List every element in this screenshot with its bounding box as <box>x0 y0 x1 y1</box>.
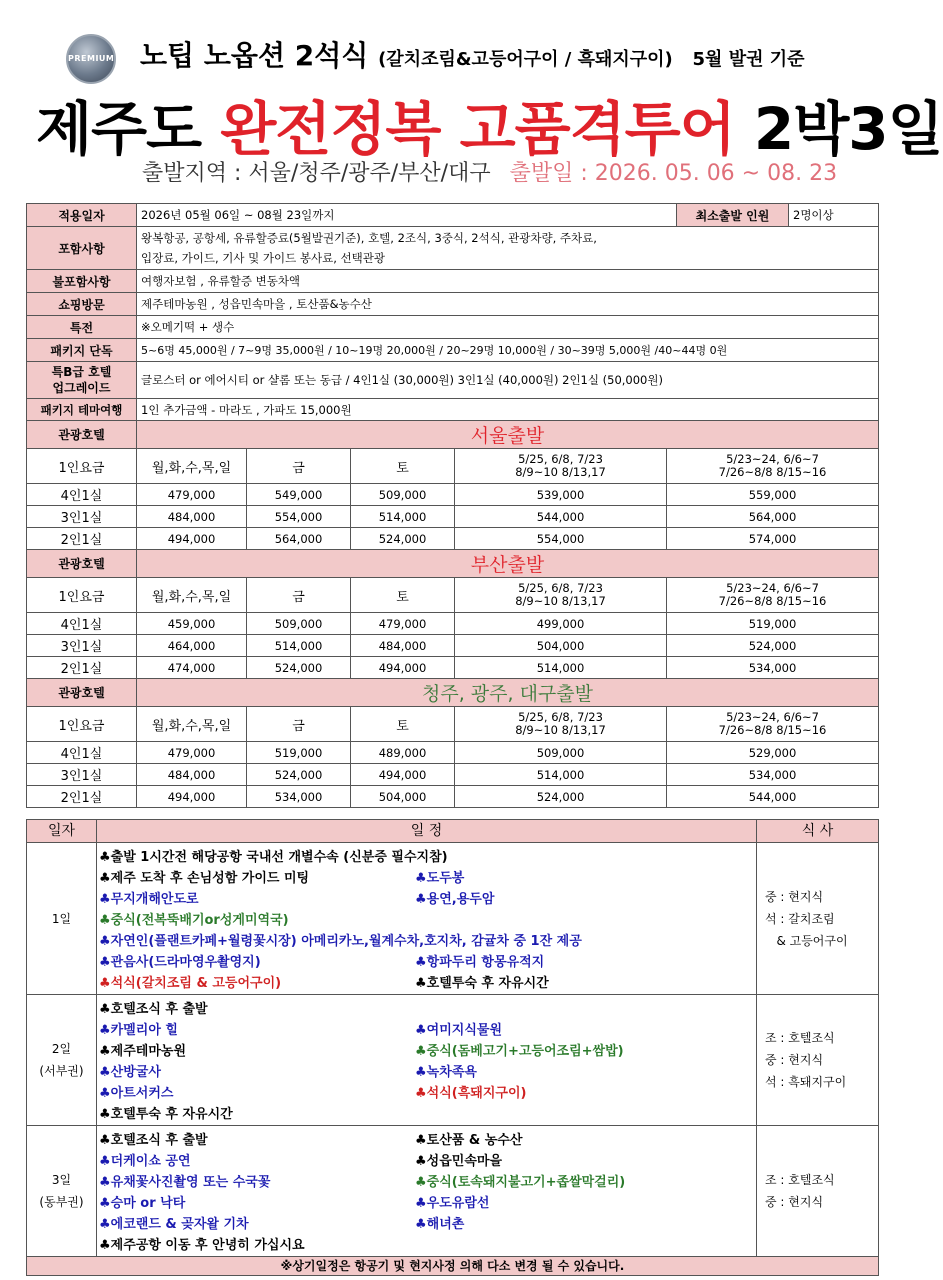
hotel-label: 관광호텔 <box>27 679 137 707</box>
day-cell <box>27 1126 97 1257</box>
price-cell: 534,000 <box>667 657 879 679</box>
itinerary-cell <box>97 995 757 1126</box>
price-row <box>27 484 879 506</box>
perk-label: 특전 <box>27 316 137 339</box>
itinerary-item: ♣승마 or 낙타 <box>99 1196 186 1211</box>
upg-label-line1: 특B급 호텔 <box>51 365 112 379</box>
meal-line: 석 : 갈치조림 <box>765 911 835 926</box>
itinerary-line <box>99 1191 754 1212</box>
itinerary-line <box>99 1233 754 1254</box>
itinerary-item: ♣토산품 & 농수산 <box>415 1133 523 1148</box>
perk-value: ※오메기떡 + 생수 <box>137 316 879 339</box>
shop-value: 제주테마농원 , 성읍민속마을 , 토산품&농수산 <box>137 293 879 316</box>
price-cell: 489,000 <box>351 742 455 764</box>
day-number: 1일 <box>51 911 72 926</box>
price-cell: 509,000 <box>351 484 455 506</box>
col-dates-b <box>667 707 879 742</box>
itinerary-line <box>99 1170 754 1191</box>
apply-value: 2026년 05월 06일 ~ 08월 23일까지 <box>137 204 677 227</box>
subtitle-base: 5월 발권 기준 <box>692 49 805 70</box>
price-cell: 554,000 <box>247 506 351 528</box>
itinerary-item: ♣녹차족욕 <box>415 1065 477 1080</box>
incl-label: 포함사항 <box>27 227 137 270</box>
price-cell: 574,000 <box>667 528 879 550</box>
price-cell: 494,000 <box>137 786 247 808</box>
price-row <box>27 657 879 679</box>
info-table <box>26 203 879 422</box>
title-part-b: 완전정복 고품격투어 <box>220 95 735 163</box>
itinerary-item: ♣출발 1시간전 해당공항 국내선 개별수속 (신분증 필수지참) <box>99 850 448 865</box>
price-cell: 484,000 <box>137 506 247 528</box>
excl-value: 여행자보험 , 유류할증 변동차액 <box>137 270 879 293</box>
meal-cell <box>757 1126 879 1257</box>
itinerary-line <box>99 950 754 971</box>
col-weekday: 월,화,수,목,일 <box>137 578 247 613</box>
subtitle-meals: (갈치조림&고등어구이 / 흑돼지구이) <box>378 49 673 70</box>
itinerary-item: ♣중식(전복뚝배기or성게미역국) <box>99 913 289 928</box>
col-friday: 금 <box>247 578 351 613</box>
subtitle-line <box>140 34 805 74</box>
itinerary-item: ♣호텔투숙 후 자유시간 <box>99 1107 233 1122</box>
price-cell: 544,000 <box>455 506 667 528</box>
price-cell: 524,000 <box>247 657 351 679</box>
price-cell: 474,000 <box>137 657 247 679</box>
price-row <box>27 786 879 808</box>
price-cell: 524,000 <box>667 635 879 657</box>
title-part-c: 2박3일 <box>734 95 943 163</box>
price-cell: 509,000 <box>247 613 351 635</box>
col-saturday: 토 <box>351 578 455 613</box>
price-table <box>26 420 879 808</box>
itinerary-item: ♣중식(돔베고기+고등어조림+쌈밥) <box>415 1044 624 1059</box>
per-person-label: 1인요금 <box>27 449 137 484</box>
room-type: 3인1실 <box>27 635 137 657</box>
theme-value: 1인 추가금액 - 마라도 , 가파도 15,000원 <box>137 399 879 422</box>
price-cell: 524,000 <box>455 786 667 808</box>
hotel-label: 관광호텔 <box>27 550 137 578</box>
pkg-value: 5~6명 45,000원 / 7~9명 35,000원 / 10~19명 20,000원 / 20~29명 10,000원 / 30~39명 5,000원 /40~44명 0원 <box>137 339 879 362</box>
subtitle-main: 노팁 노옵션 2석식 <box>140 39 369 72</box>
col-dates-a-line1: 5/25, 6/8, 7/23 <box>518 581 603 595</box>
per-person-label: 1인요금 <box>27 707 137 742</box>
itinerary-item: ♣중식(토속돼지불고기+좁쌀막걸리) <box>415 1175 626 1190</box>
itinerary-item: ♣산방굴사 <box>99 1065 161 1080</box>
col-dates-a-line2: 8/9~10 8/13,17 <box>515 594 606 608</box>
incl-line1: 왕복항공, 공항세, 유류할증료(5월발권기준), 호텔, 2조식, 3중식, 2석식, 관광차량, 주차료, <box>141 231 597 245</box>
departure-section-title: 청주, 광주, 대구출발 <box>137 679 879 707</box>
itinerary-item: ♣석식(흑돼지구이) <box>415 1086 527 1101</box>
title-part-a: 제주도 <box>36 95 221 163</box>
price-cell: 494,000 <box>137 528 247 550</box>
departure-section-title: 서울출발 <box>137 421 879 449</box>
min-label: 최소출발 인원 <box>677 204 789 227</box>
price-cell: 459,000 <box>137 613 247 635</box>
day-area: (서부권) <box>39 1064 84 1078</box>
col-saturday: 토 <box>351 707 455 742</box>
price-row <box>27 742 879 764</box>
price-column-header <box>27 578 879 613</box>
price-cell: 514,000 <box>351 506 455 528</box>
apply-label: 적용일자 <box>27 204 137 227</box>
schedule-table <box>26 819 879 1276</box>
excl-label: 불포함사항 <box>27 270 137 293</box>
upg-label <box>27 362 137 399</box>
itinerary-item: ♣아트서커스 <box>99 1086 174 1101</box>
price-cell: 564,000 <box>247 528 351 550</box>
price-cell: 514,000 <box>455 764 667 786</box>
price-column-header <box>27 449 879 484</box>
departure-period: 출발일 : 2026. 05. 06 ~ 08. 23 <box>509 161 838 186</box>
col-dates-b-line1: 5/23~24, 6/6~7 <box>726 710 819 724</box>
itinerary-line <box>99 866 754 887</box>
departure-line <box>142 156 837 187</box>
price-row <box>27 528 879 550</box>
col-friday: 금 <box>247 449 351 484</box>
price-cell: 559,000 <box>667 484 879 506</box>
col-dates-a <box>455 578 667 613</box>
schedule-day-row <box>27 1126 879 1257</box>
incl-value <box>137 227 879 270</box>
price-cell: 519,000 <box>247 742 351 764</box>
meal-cell <box>757 843 879 995</box>
meal-line: 조 : 호텔조식 <box>765 1173 835 1187</box>
upg-value: 글로스터 or 에어시티 or 샬롬 또는 동급 / 4인1실 (30,000원) 3인1실 (40,000원) 2인1실 (50,000원) <box>137 362 879 399</box>
price-cell: 479,000 <box>137 484 247 506</box>
col-dates-b-line1: 5/23~24, 6/6~7 <box>726 452 819 466</box>
itinerary-item: ♣제주 도착 후 손님성함 가이드 미팅 <box>99 871 310 886</box>
day-cell <box>27 995 97 1126</box>
itinerary-item: ♣카멜리아 힐 <box>99 1023 178 1038</box>
itinerary-cell <box>97 1126 757 1257</box>
col-dates-a-line1: 5/25, 6/8, 7/23 <box>518 710 603 724</box>
price-cell: 484,000 <box>137 764 247 786</box>
col-dates-a-line2: 8/9~10 8/13,17 <box>515 723 606 737</box>
price-cell: 544,000 <box>667 786 879 808</box>
per-person-label: 1인요금 <box>27 578 137 613</box>
itinerary-item: ♣석식(갈치조림 & 고등어구이) <box>99 976 282 991</box>
price-cell: 479,000 <box>351 613 455 635</box>
meal-line: 석 : 흑돼지구이 <box>765 1075 847 1089</box>
shop-label: 쇼핑방문 <box>27 293 137 316</box>
col-dates-a <box>455 707 667 742</box>
itinerary-line <box>99 997 754 1018</box>
day-number: 2일 <box>51 1042 72 1056</box>
meal-line: 중 : 현지식 <box>765 1195 824 1209</box>
price-cell: 494,000 <box>351 657 455 679</box>
price-cell: 529,000 <box>667 742 879 764</box>
itinerary-item: ♣성읍민속마을 <box>415 1154 503 1169</box>
meal-line: & 고등어구이 <box>765 933 848 948</box>
price-cell: 484,000 <box>351 635 455 657</box>
itinerary-item: ♣관음사(드라마영우촬영지) <box>99 955 261 970</box>
price-cell: 524,000 <box>247 764 351 786</box>
price-cell: 504,000 <box>351 786 455 808</box>
price-section-header <box>27 679 879 707</box>
room-type: 4인1실 <box>27 742 137 764</box>
itinerary-item: ♣자연인(플랜트카페+월령꽃시장) 아메리카노,월계수차,호지차, 감귤차 중 1잔 제공 <box>99 934 582 949</box>
itinerary-item: ♣제주테마농원 <box>99 1044 187 1059</box>
col-dates-b-line2: 7/26~8/8 8/15~16 <box>718 723 827 737</box>
col-dates-b <box>667 578 879 613</box>
room-type: 2인1실 <box>27 657 137 679</box>
col-dates-a-line2: 8/9~10 8/13,17 <box>515 465 606 479</box>
itinerary-line <box>99 1039 754 1060</box>
price-cell: 534,000 <box>667 764 879 786</box>
day-number: 3일 <box>51 1173 72 1187</box>
itinerary-item: ♣더케이쇼 공연 <box>99 1154 191 1169</box>
col-dates-b-line2: 7/26~8/8 8/15~16 <box>718 465 827 479</box>
price-cell: 534,000 <box>247 786 351 808</box>
itinerary-item: ♣용연,용두암 <box>415 892 495 907</box>
departure-section-title: 부산출발 <box>137 550 879 578</box>
itinerary-line <box>99 1018 754 1039</box>
hotel-label: 관광호텔 <box>27 421 137 449</box>
meal-line: 중 : 현지식 <box>765 1053 824 1067</box>
price-row <box>27 635 879 657</box>
itinerary-line <box>99 845 754 866</box>
departure-cities: 출발지역 : 서울/청주/광주/부산/대구 <box>142 161 491 186</box>
itinerary-line <box>99 1060 754 1081</box>
itinerary-line <box>99 887 754 908</box>
itinerary-line <box>99 1212 754 1233</box>
itinerary-line <box>99 1128 754 1149</box>
price-cell: 504,000 <box>455 635 667 657</box>
price-cell: 479,000 <box>137 742 247 764</box>
room-type: 4인1실 <box>27 484 137 506</box>
itinerary-item: ♣제주공항 이동 후 안녕히 가십시요 <box>99 1238 305 1253</box>
price-cell: 539,000 <box>455 484 667 506</box>
day-area: (동부권) <box>39 1195 84 1209</box>
itinerary-line <box>99 1102 754 1123</box>
meal-cell <box>757 995 879 1126</box>
min-value: 2명이상 <box>789 204 879 227</box>
price-section-header <box>27 421 879 449</box>
schedule-header-meal: 식 사 <box>757 820 879 843</box>
price-row <box>27 613 879 635</box>
col-dates-b-line1: 5/23~24, 6/6~7 <box>726 581 819 595</box>
meal-line: 중 : 현지식 <box>765 889 824 904</box>
schedule-header-day: 일자 <box>27 820 97 843</box>
itinerary-item: ♣유채꽃사진촬영 또는 수국꽃 <box>99 1175 271 1190</box>
schedule-day-row <box>27 995 879 1126</box>
itinerary-cell <box>97 843 757 995</box>
itinerary-line <box>99 971 754 992</box>
itinerary-item: ♣우도유람선 <box>415 1196 490 1211</box>
room-type: 2인1실 <box>27 528 137 550</box>
col-dates-a-line1: 5/25, 6/8, 7/23 <box>518 452 603 466</box>
col-weekday: 월,화,수,목,일 <box>137 707 247 742</box>
itinerary-item: ♣항파두리 항몽유적지 <box>415 955 545 970</box>
col-dates-a <box>455 449 667 484</box>
itinerary-line <box>99 1149 754 1170</box>
price-cell: 509,000 <box>455 742 667 764</box>
header <box>0 0 943 198</box>
price-cell: 564,000 <box>667 506 879 528</box>
schedule-day-row <box>27 843 879 995</box>
col-saturday: 토 <box>351 449 455 484</box>
price-cell: 549,000 <box>247 484 351 506</box>
itinerary-item: ♣호텔조식 후 출발 <box>99 1133 208 1148</box>
price-row <box>27 764 879 786</box>
premium-badge-icon: PREMIUM <box>66 34 116 84</box>
itinerary-item: ♣여미지식물원 <box>415 1023 503 1038</box>
schedule-header-itinerary: 일 정 <box>97 820 757 843</box>
itinerary-line <box>99 929 754 950</box>
itinerary-line <box>99 908 754 929</box>
itinerary-item: ♣호텔투숙 후 자유시간 <box>415 976 549 991</box>
theme-label: 패키지 테마여행 <box>27 399 137 422</box>
col-weekday: 월,화,수,목,일 <box>137 449 247 484</box>
price-section-header <box>27 550 879 578</box>
col-dates-b <box>667 449 879 484</box>
day-cell <box>27 843 97 995</box>
meal-line: 조 : 호텔조식 <box>765 1031 835 1045</box>
page-title <box>36 82 943 166</box>
price-cell: 464,000 <box>137 635 247 657</box>
price-cell: 494,000 <box>351 764 455 786</box>
price-cell: 554,000 <box>455 528 667 550</box>
room-type: 2인1실 <box>27 786 137 808</box>
room-type: 4인1실 <box>27 613 137 635</box>
price-cell: 514,000 <box>455 657 667 679</box>
upg-label-line2: 업그레이드 <box>52 381 111 395</box>
itinerary-item: ♣해녀촌 <box>415 1217 465 1232</box>
price-cell: 524,000 <box>351 528 455 550</box>
price-cell: 514,000 <box>247 635 351 657</box>
price-cell: 499,000 <box>455 613 667 635</box>
itinerary-item: ♣도두봉 <box>415 871 465 886</box>
col-dates-b-line2: 7/26~8/8 8/15~16 <box>718 594 827 608</box>
itinerary-item: ♣에코랜드 & 곶자왈 기차 <box>99 1217 249 1232</box>
room-type: 3인1실 <box>27 506 137 528</box>
price-cell: 519,000 <box>667 613 879 635</box>
price-row <box>27 506 879 528</box>
schedule-footer-note: ※상기일정은 항공기 및 현지사정 의해 다소 변경 될 수 있습니다. <box>27 1257 879 1276</box>
col-friday: 금 <box>247 707 351 742</box>
pkg-label: 패키지 단독 <box>27 339 137 362</box>
price-column-header <box>27 707 879 742</box>
incl-line2: 입장료, 가이드, 기사 및 가이드 봉사료, 선택관광 <box>141 251 385 265</box>
room-type: 3인1실 <box>27 764 137 786</box>
itinerary-item: ♣호텔조식 후 출발 <box>99 1002 208 1017</box>
itinerary-line <box>99 1081 754 1102</box>
itinerary-item: ♣무지개해안도로 <box>99 892 199 907</box>
